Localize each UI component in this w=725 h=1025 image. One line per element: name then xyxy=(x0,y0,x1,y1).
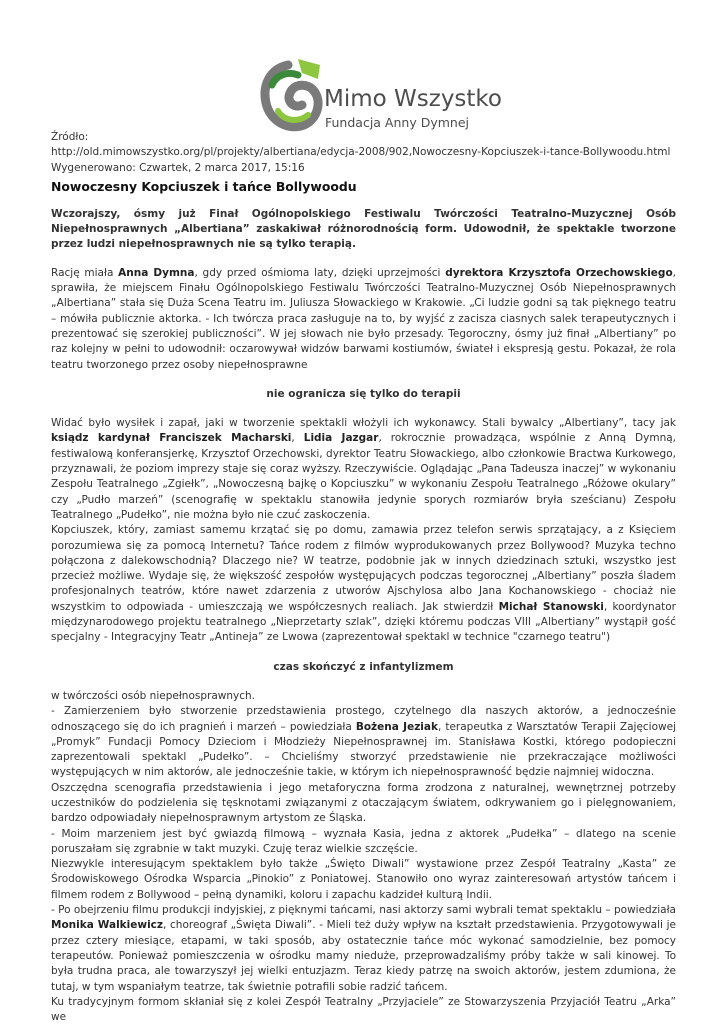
spiral-logo-icon xyxy=(258,55,328,135)
paragraph-1: Rację miała Anna Dymna, gdy przed ośmioma laty, dzięki uprzejmości dyrektora Krzysztofa Orzechowskiego, sprawiła, że miejscem Finału Ogólnopolskiego Festiwalu Twórczości Teatralno-Muzycznej Osób Niepełnosprawnych „Albertiana” stała się Duża Scena Teatru im. Juliusza Słowackiego w Krakowie. „Ci ludzie godni są tak pięknego teatru – mówiła publicznie aktorka. - Ich twórcza praca zasługuje na to, by wyjść z zacisza ciasnych salek terapeutycznych i prezentować się szerokiej publiczności”. W jej słowach nie było przesady. Tegoroczny, ósmy już finał „Albertiany” po raz kolejny w pełni to udowodnił: oczarowywał widzów barwami kostiumów, świateł i ekspresją gestu. Pokazał, że rola teatru tworzonego przez osoby niepełnosprawne xyxy=(51,266,676,371)
name-walkiewicz: Monika Walkiewicz xyxy=(51,919,164,932)
subheading-1: nie ogranicza się tylko do terapii xyxy=(266,387,461,400)
paragraph-7: - Moim marzeniem jest być gwiazdą filmową – wyznała Kasia, jedna z aktorek „Pudełka” – dlatego na scenie poruszałam się zgrabnie w takt muzyki. Czuję teraz wielkie szczęście. xyxy=(51,827,676,855)
source-meta xyxy=(51,130,676,176)
name-stanowski: Michał Stanowski xyxy=(498,600,604,613)
paragraph-9: - Po obejrzeniu filmu produkcji indyjskiej, z pięknymi tańcami, nasi aktorzy sami wybrali temat spektaklu – powiedziała Monika Walkiewicz, choreograf „Święta Diwali”. - Mieli też duży wpływ na kształt przedstawienia. Przygotowywali je przez cztery miesiące, etapami, w taki sposób, aby ostatecznie tańce móc wykonać samodzielnie, bez pomocy terapeutów. Ponieważ pomieszczenia w ośrodku mamy nieduże, przeprowadzaliśmy próby także w sali kinowej. To była trudna praca, ale towarzyszył jej wielki entuzjazm. Teraz kiedy patrzę na swoich aktorów, jestem zdumiona, że tutaj, w tym wspaniałym teatrze, tak świetnie potrafili sobie radzić tańcem. xyxy=(51,904,676,993)
logo-subtitle: Fundacja Anny Dymnej xyxy=(325,115,469,130)
paragraph-6: Oszczędna scenografia przedstawienia i jego metaforyczna forma zrodzona z naturalnej, wewnętrznej potrzeby uczestników do podzielenia się tęsknotami związanymi z otaczającym światem, odkrywaniem go i pielęgnowaniem, bardzo odpowiadały niepełnosprawnym artystom ze Śląska. xyxy=(51,781,676,825)
name-jeziak: Bożena Jeziak xyxy=(355,720,438,733)
logo xyxy=(258,50,503,140)
name-jazgar: Lidia Jazgar xyxy=(303,432,379,445)
generated-date: Wygenerowano: Czwartek, 2 marca 2017, 15:16 xyxy=(51,161,305,174)
paragraph-5: - Zamierzeniem było stworzenie przedstawienia prostego, czytelnego dla naszych aktorów, a jednocześnie odnoszącego się do ich pragnień i marzeń – powiedziała Bożena Jeziak, terapeutka z Warsztatów Terapii Zajęciowej „Promyk” Fundacji Pomocy Dzieciom i Młodzieży Niepełnosprawnej im. Stanisława Kostki, którego podopieczni zaprezentowali spektakl „Pudełko”. – Chcieliśmy stworzyć przedstawienie nie przekraczające możliwości występujących w nim aktorów, ale jednocześnie takie, w którym ich niepełnosprawność będzie najmniej widoczna. xyxy=(51,705,676,779)
subheading-2: czas skończyć z infantylizmem xyxy=(273,660,454,673)
paragraph-8: Niezwykle interesującym spektaklem było także „Święto Diwali” wystawione przez Zespół Teatralny „Kasta” ze Środowiskowego Ośrodka Wsparcia „Pinokio” z Poniatowej. Stanowiło ono wyraz zainteresowań artystów tańcem i filmem rodem z Bollywood – pełną dynamiki, koloru i zapachu kadzideł kulturą Indii. xyxy=(51,858,676,901)
document-body xyxy=(51,130,676,1025)
logo-name: Mimo Wszystko xyxy=(324,86,503,112)
page-title: Nowoczesny Kopciuszek i tańce Bollywoodu xyxy=(51,178,357,194)
lead-paragraph: Wczorajszy, ósmy już Finał Ogólnopolskiego Festiwalu Twórczości Teatralno-Muzycznej Osób Niepełnosprawnych „Albertiana” zaskakiwał różnorodnością form. Udowodnił, że spektakle tworzone przez ludzi niepełnosprawnych nie są tylko terapią. xyxy=(51,207,676,251)
name-anna-dymna: Anna Dymna xyxy=(118,266,195,279)
name-macharski: ksiądz kardynał Franciszek Macharski xyxy=(51,432,292,445)
paragraph-10: Ku tradycyjnym formom skłaniał się z kolei Zespół Teatralny „Przyjaciele” ze Stowarzyszenia Przyjaciół Teatru „Arka” we xyxy=(51,995,676,1024)
source-url[interactable]: http://old.mimowszystko.org/pl/projekty/albertiana/edycja-2008/902,Nowoczesny-Kopciuszek-i-tance-Bollywoodu.html xyxy=(51,146,671,159)
name-director: dyrektora Krzysztofa Orzechowskiego xyxy=(445,266,673,279)
paragraph-2: Widać było wysiłek i zapał, jaki w tworzenie spektakli włożyli ich wykonawcy. Stali bywalcy „Albertiany”, tacy jak ksiądz kardynał Franciszek Macharski, Lidia Jazgar, rokrocznie prowadząca, wspólnie z Anną Dymną, festiwalową konferansjerkę, Krzysztof Orzechowski, dyrektor Teatru Słowackiego, albo członkowie Bractwa Kurkowego, przyznawali, że poziom imprezy staje się coraz wyższy. Rzeczywiście. Oglądając „Pana Tadeusza inaczej” w wykonaniu Zespołu Teatralnego „Zgiełk”, „Nowoczesną bajkę o Kopciuszku” w wykonaniu Zespołu Teatralnego „Różowe okulary” czy „Pudło marzeń” (scenografię w spektaklu stanowiła jedynie sporych rozmiarów bryła sześcianu) Zespołu Teatralnego „Pudełko”, nie można było nie czuć zaskoczenia. xyxy=(51,417,676,521)
paragraph-3: Kopciuszek, który, zamiast samemu krzątać się po domu, zamawia przez telefon serwis sprzątający, a z Księciem porozumiewa się za pomocą Internetu? Tańce rodem z filmów wyprodukowanych przez Bollywood? Muzyka techno połączona z dalekowschodnią? Dlaczego nie? W teatrze, podobnie jak w innych dziedzinach sztuki, wszystko jest przecież możliwe. Wydaje się, że większość zespołów występujących podczas tegorocznej „Albertiany” poszła śladem profesjonalnych teatrów, które nawet zdarzenia z utworów Ajschylosa albo Jana Kochanowskiego - chociaż nie wszystkim to odpowiada - umieszczają we współczesnych realiach. Jak stwierdził Michał Stanowski, koordynator międzynarodowego projektu teatralnego „Nieprzetarty szlak”, dzięki któremu podczas VIII „Albertiany” wystąpił gość specjalny - Integracyjny Teatr „Antineja” ze Lwowa (zaprezentował spektakl w technice "czarnego teatru") xyxy=(51,524,676,644)
source-label: Źródło: xyxy=(51,131,89,143)
paragraph-4: w twórczości osób niepełnosprawnych. xyxy=(51,689,255,702)
